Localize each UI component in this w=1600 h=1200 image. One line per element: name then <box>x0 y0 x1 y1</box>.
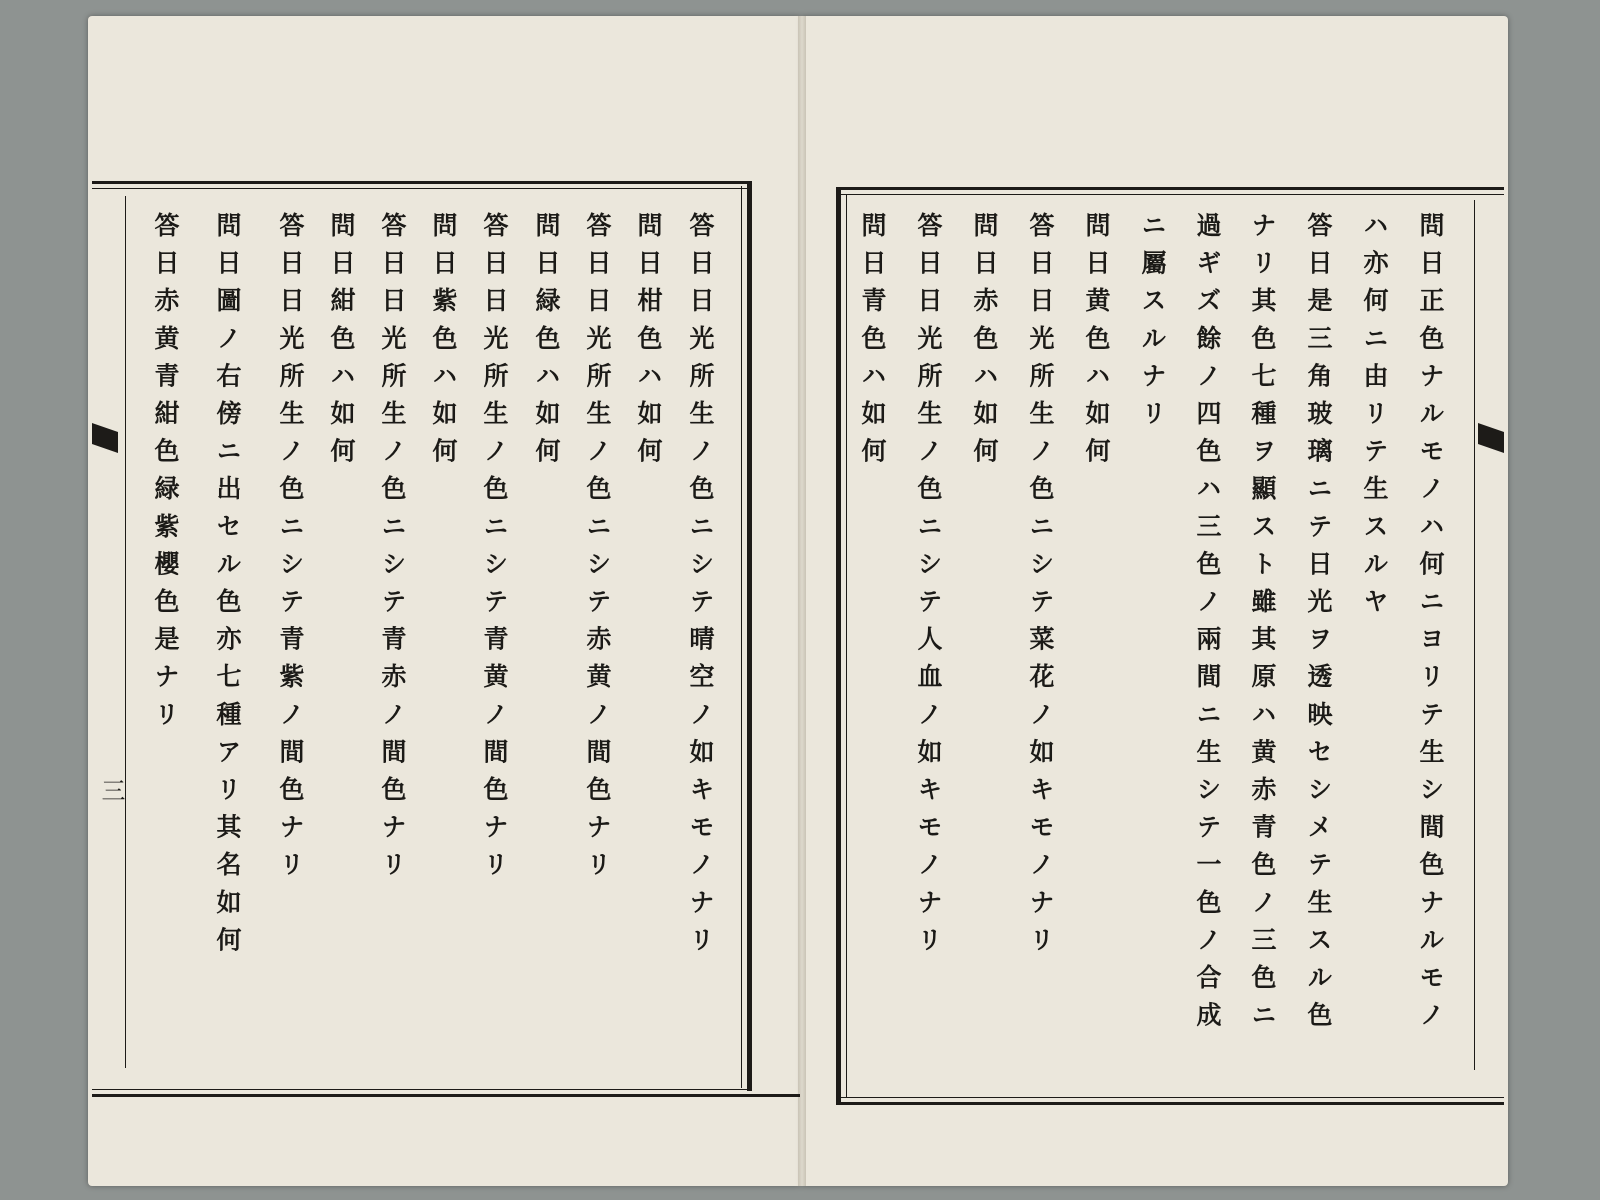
right-col-7: 問日黄色ハ如何 <box>1082 212 1111 476</box>
right-top-rule-thin <box>836 194 1504 195</box>
right-top-rule <box>836 187 1504 190</box>
left-col-8: 問日紺色ハ如何 <box>327 212 356 476</box>
left-col-6: 問日紫色ハ如何 <box>429 212 458 476</box>
left-page-number: 三 <box>97 778 125 802</box>
right-frame-inner-right <box>1474 200 1475 1070</box>
right-col-4: ナリ其色七種ヲ顯スト雖其原ハ黄赤青色ノ三色ニ <box>1248 212 1277 1040</box>
left-top-rule <box>92 181 752 184</box>
right-col-3: 答日是三角玻璃ニテ日光ヲ透映セシメテ生スル色 <box>1304 212 1333 1040</box>
right-bottom-rule <box>836 1102 1504 1105</box>
left-col-2: 問日柑色ハ如何 <box>634 212 663 476</box>
left-frame-right-thin <box>741 186 742 1088</box>
right-frame-left-thin <box>846 195 847 1097</box>
right-frame-left-thick <box>836 187 841 1105</box>
right-col-8: 答日日光所生ノ色ニシテ菜花ノ如キモノナリ <box>1026 212 1055 964</box>
left-col-3: 答日日光所生ノ色ニシテ赤黄ノ間色ナリ <box>583 212 612 889</box>
left-col-4: 問日緑色ハ如何 <box>532 212 561 476</box>
left-top-rule-thin <box>92 188 752 189</box>
right-col-2: ハ亦何ニ由リテ生スルヤ <box>1360 212 1389 626</box>
right-col-11: 問日青色ハ如何 <box>858 212 887 476</box>
right-col-9: 問日赤色ハ如何 <box>970 212 999 476</box>
right-col-6: ニ屬スルナリ <box>1138 212 1167 438</box>
left-col-1: 答日日光所生ノ色ニシテ晴空ノ如キモノナリ <box>686 212 715 964</box>
left-bottom-rule-thin <box>92 1089 752 1090</box>
left-bottom-rule <box>92 1094 800 1097</box>
left-frame-inner-left <box>125 196 126 1068</box>
right-col-5: 過ギズ餘ノ四色ハ三色ノ兩間ニ生シテ一色ノ合成 <box>1193 212 1222 1040</box>
left-col-10: 問日圖ノ右傍ニ出セル色亦七種アリ其名如何 <box>213 212 242 964</box>
left-col-5: 答日日光所生ノ色ニシテ青黄ノ間色ナリ <box>480 212 509 889</box>
right-page <box>802 16 1508 1186</box>
book-gutter <box>798 16 806 1186</box>
left-col-9: 答日日光所生ノ色ニシテ青紫ノ間色ナリ <box>276 212 305 889</box>
right-col-1: 問日正色ナルモノハ何ニヨリテ生シ間色ナルモノ <box>1416 212 1445 1040</box>
right-bottom-rule-thin <box>836 1097 1504 1098</box>
left-frame-right-thick <box>747 181 752 1091</box>
right-col-10: 答日日光所生ノ色ニシテ人血ノ如キモノナリ <box>914 212 943 964</box>
left-col-7: 答日日光所生ノ色ニシテ青赤ノ間色ナリ <box>378 212 407 889</box>
left-col-11: 答日赤黄青紺色緑紫櫻色是ナリ <box>151 212 180 739</box>
